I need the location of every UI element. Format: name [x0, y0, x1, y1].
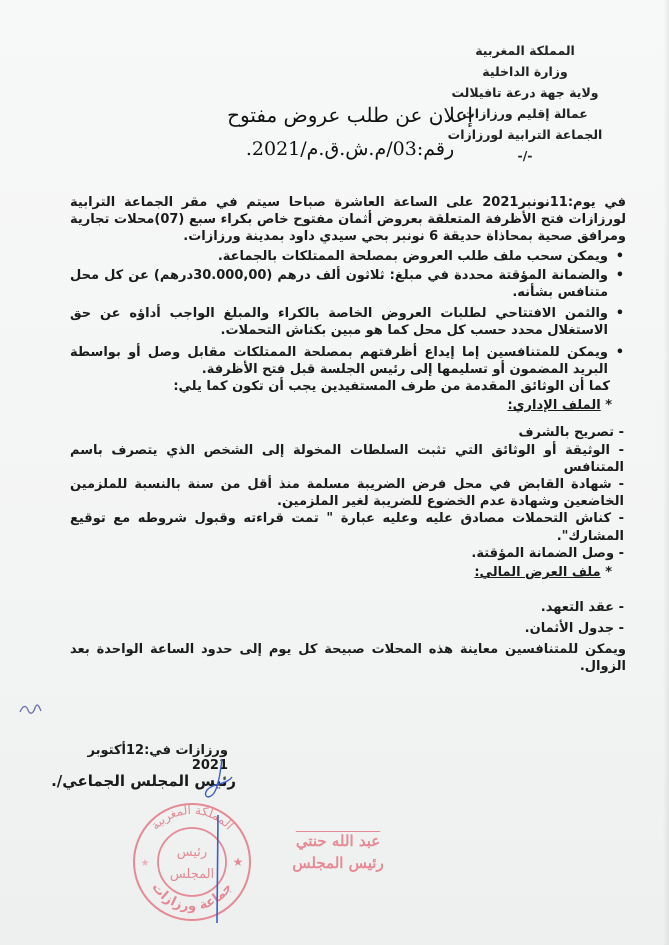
- admin-file-list: [70, 424, 626, 562]
- bullet-item: • ويمكن للمتنافسين إما إيداع أظرفتهم بمصلحة الممتلكات مقابل وصل أو بواسطة البريد المضمون أو تسليمها إلى رئيس الجلسة قبل فتح الأظرفة.: [70, 344, 626, 378]
- star-icon: ★: [140, 858, 150, 869]
- page-edge: [663, 0, 669, 945]
- asterisk: *: [600, 398, 612, 414]
- signatory-title: رئيس المجلس الجماعي/.: [51, 772, 236, 790]
- announcement-body: [70, 194, 626, 675]
- header-line-separator: -/-: [517, 148, 533, 163]
- seal-inner-line1: رئيس: [176, 845, 208, 860]
- list-item: - شهادة القابض في محل فرض الضريبة مسلمة منذ أقل من سنة بالنسبة للملزمين الخاضعين وشهادة عدم الخضوع للضريبة لغير الملزمين.: [70, 477, 624, 510]
- list-item: - جدول الأثمان.: [524, 621, 624, 637]
- documents-intro: كما أن الوثائق المقدمة من طرف المستفيدين يجب أن تكون كما يلي:: [173, 379, 610, 395]
- bullet-item: • والثمن الافتتاحي لطلبات العروض الخاصة بالكراء والمبلغ الواجب أداؤه عن حق الاستغلال محدد حسب كل محل كما هو مبين بكناش التحملات.: [70, 305, 626, 339]
- admin-file-heading-text: الملف الإداري:: [507, 398, 601, 414]
- header-line-kingdom: المملكة المغربية: [475, 43, 575, 58]
- financial-file-heading: [70, 564, 626, 581]
- header-line-province: عمالة إقليم ورزازات: [462, 106, 588, 121]
- intro-paragraph: في يوم:11نونبر2021 على الساعة العاشرة صباحا سيتم في مقر الجماعة الترابية لورزازات فتح الأظرفة المتعلقة بعروض أثمان مفتوح خاص بكراء سبع (07)محلات تجارية ومرافق صحية بمحاذاة حديقة 6 نونبر بحي سيدي داود بمدينة ورزازات.: [70, 195, 627, 245]
- place-and-date: ورزازات في:12أكتوبر 2021: [87, 743, 228, 773]
- seal-outer-bottom: جماعة ورزازات: [148, 880, 236, 915]
- header-line-region: ولاية جهة درعة تافيلالت: [451, 85, 599, 100]
- seal-outer-top: المملكة المغربية: [148, 802, 237, 833]
- star-icon: ★: [232, 855, 244, 869]
- list-item: - عقد التعهد.: [540, 600, 624, 616]
- admin-file-heading: [70, 397, 626, 414]
- financial-file-list: [70, 599, 626, 637]
- name-stamp-title: رئيس المجلس: [292, 854, 384, 872]
- handwritten-signature: [196, 755, 236, 925]
- name-stamp-name: عبد الله حنتي: [295, 832, 381, 850]
- header-line-commune: الجماعة الترابية لورزازات: [447, 127, 603, 142]
- asterisk: *: [600, 565, 612, 581]
- title-main: إعلان عن طلب عروض مفتوح: [227, 103, 473, 127]
- pen-mark-icon: [18, 703, 42, 715]
- list-item: - وصل الضمانة المؤقتة.: [471, 545, 624, 561]
- bullet-item: • ويمكن سحب ملف طلب العروض بمصلحة الممتلكات بالجماعة.: [70, 248, 626, 265]
- list-item: - كناش التحملات مصادق عليه وعليه عبارة " تمت قراءته وقبول شروطه مع توقيع المشارك".: [70, 511, 624, 544]
- list-item: - الوثيقة أو الوثائق التي تثبت السلطات المخولة إلى الشخص الذي يتصرف باسم المتنافس: [70, 442, 624, 475]
- bullet-item: • والضمانة المؤقتة محددة في مبلغ: ثلاثون ألف درهم (30.000,00درهم) عن كل محل متنافس بشأنه.: [70, 267, 626, 301]
- list-item: - تصريح بالشرف: [518, 425, 624, 441]
- title-reference: رقم:03/م.ش.ق.م/2021.: [245, 138, 455, 160]
- financial-file-heading-text: ملف العرض المالي:: [474, 565, 601, 581]
- seal-inner-line2: المجلس: [169, 867, 215, 882]
- announcement-title: [200, 100, 500, 164]
- official-seal-stamp: [130, 800, 255, 925]
- header-line-ministry: وزارة الداخلية: [482, 64, 568, 79]
- name-stamp: [268, 830, 408, 874]
- closing-paragraph: ويمكن للمتنافسين معاينة هذه المحلات صبيحة كل يوم إلى حدود الساعة الواحدة بعد الزوال.: [70, 641, 626, 674]
